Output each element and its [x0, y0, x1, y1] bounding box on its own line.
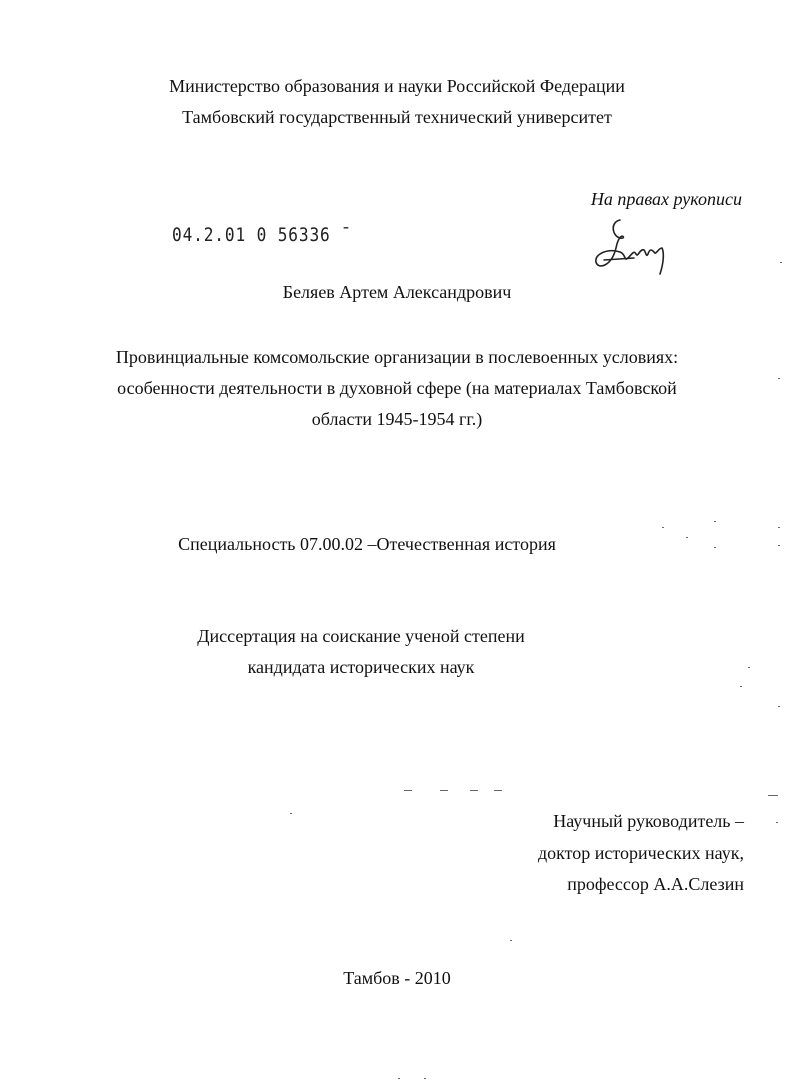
scan-speck	[714, 547, 716, 548]
scan-speck	[440, 790, 448, 791]
scan-speck	[780, 262, 782, 263]
specialty-line: Специальность 07.00.02 –Отечественная история	[178, 534, 556, 554]
supervisor-name: профессор А.А.Слезин	[567, 874, 744, 894]
scan-speck	[776, 822, 778, 823]
university-line: Тамбовский государственный технический университет	[182, 107, 612, 127]
city-year: Тамбов - 2010	[343, 968, 451, 988]
ministry-line: Министерство образования и науки Российской Федерации	[169, 76, 625, 96]
handwritten-signature-icon	[590, 218, 680, 280]
scan-speck	[686, 537, 688, 538]
scan-speck	[424, 1078, 426, 1079]
scan-speck	[768, 795, 778, 796]
scan-speck	[778, 378, 780, 379]
manuscript-note: На правах рукописи	[590, 189, 742, 209]
scan-speck	[494, 790, 502, 791]
scan-speck	[778, 527, 780, 528]
scan-speck	[740, 686, 742, 687]
title-line-2: особенности деятельности в духовной сфере (на материалах Тамбовской	[117, 378, 677, 398]
scan-speck	[662, 527, 664, 528]
scan-speck	[778, 545, 780, 546]
scan-speck	[510, 940, 512, 941]
degree-line-2: кандидата исторических наук	[247, 657, 475, 677]
scan-speck	[714, 521, 716, 522]
supervisor-degree: доктор исторических наук,	[538, 843, 744, 863]
scan-speck	[470, 790, 478, 791]
catalog-code: 04.2.01 0 56336 ¯	[172, 224, 352, 246]
scan-speck	[398, 1078, 400, 1079]
scan-speck	[290, 813, 292, 814]
title-line-1: Провинциальные комсомольские организации в послевоенных условиях:	[115, 347, 679, 367]
scan-speck	[404, 790, 412, 791]
author-name: Беляев Артем Александрович	[282, 282, 512, 302]
title-line-3: области 1945-1954 гг.)	[311, 409, 483, 429]
scan-speck	[778, 706, 780, 707]
degree-line-1: Диссертация на соискание ученой степени	[197, 626, 525, 646]
supervisor-role: Научный руководитель –	[553, 811, 744, 831]
scan-speck	[748, 667, 750, 668]
